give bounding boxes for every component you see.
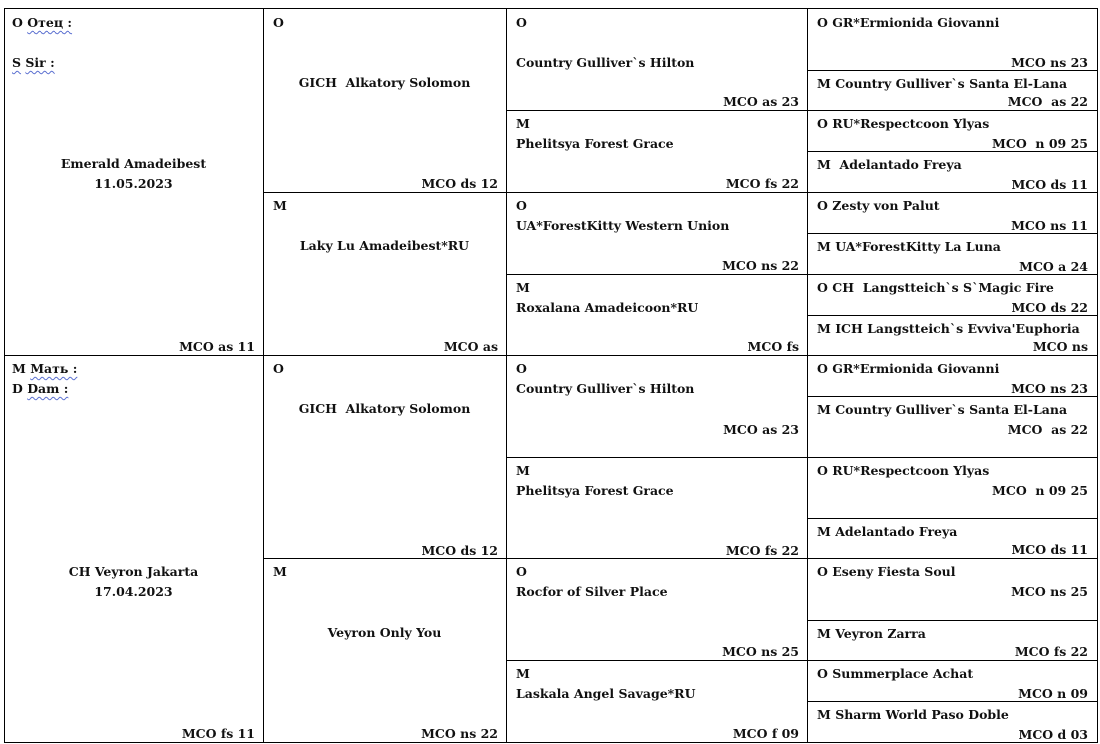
- gen3-cell: [506, 8, 807, 110]
- dam-en-label: D Dam :: [12, 381, 69, 396]
- breed-code: MCO ns 23: [1011, 381, 1088, 396]
- dam-cell: [4, 355, 263, 742]
- gen4-cell: [807, 396, 1097, 457]
- breed-code: MCO ns 25: [1011, 584, 1088, 599]
- dam-father-cell: [263, 355, 506, 558]
- breed-code: MCO ns 25: [722, 644, 799, 659]
- sire-breed-code: MCO as 11: [179, 339, 255, 354]
- breed-code: MCO ds 11: [1011, 542, 1088, 557]
- gen4-cell: [807, 70, 1097, 110]
- breed-code: MCO as 22: [1007, 94, 1088, 109]
- animal-name: Rocfor of Silver Place: [516, 584, 668, 599]
- animal-name: M Veyron Zarra: [817, 626, 926, 641]
- breed-code: MCO as 23: [723, 422, 799, 437]
- gen4-cell: [807, 355, 1097, 396]
- sire-mother-cell: [263, 192, 506, 355]
- breed-code: MCO f 09: [732, 726, 799, 741]
- breed-code: MCO n 09: [1018, 686, 1088, 701]
- gen3-cell: [506, 355, 807, 457]
- sex-marker: O: [273, 361, 284, 376]
- gen4-cell: [807, 192, 1097, 233]
- animal-name: O RU*Respectcoon Ylyas: [817, 463, 990, 478]
- animal-name: M Adelantado Freya: [817, 524, 958, 539]
- sex-marker: M: [273, 564, 287, 579]
- sex-marker: M: [516, 666, 530, 681]
- animal-name: M Adelantado Freya: [817, 157, 962, 172]
- breed-code: MCO fs 22: [725, 543, 799, 558]
- sex-marker: M: [516, 280, 530, 295]
- gen4-cell: [807, 660, 1097, 701]
- gen4-cell: [807, 233, 1097, 274]
- animal-name: Country Gulliver`s Hilton: [516, 55, 695, 70]
- breed-code: MCO ns 22: [722, 258, 799, 273]
- sire-father-cell: [263, 8, 506, 192]
- animal-name: M Country Gulliver`s Santa El-Lana: [817, 402, 1068, 417]
- gen3-cell: [506, 457, 807, 558]
- gen3-cell: [506, 660, 807, 742]
- right-border: [1097, 8, 1098, 743]
- gen4-cell: [807, 151, 1097, 192]
- gen3-cell: [506, 192, 807, 274]
- gen4-cell: [807, 8, 1097, 70]
- animal-name: M ICH Langstteich`s Evviva'Euphoria: [817, 321, 1080, 336]
- breed-code: MCO ds 12: [421, 543, 498, 558]
- breed-code: MCO ns: [1032, 339, 1088, 354]
- animal-name: Roxalana Amadeicoon*RU: [516, 300, 699, 315]
- breed-code: MCO ds 11: [1011, 177, 1088, 192]
- animal-name: O Eseny Fiesta Soul: [817, 564, 956, 579]
- sire-en-label: S Sir :: [12, 55, 55, 70]
- animal-name: O RU*Respectcoon Ylyas: [817, 116, 990, 131]
- dam-name: CH Veyron Jakarta: [68, 564, 199, 579]
- sex-marker: O: [516, 15, 527, 30]
- dam-mother-cell: [263, 558, 506, 742]
- dam-label: M Мать :: [12, 361, 78, 376]
- breed-code: MCO a 24: [1019, 259, 1088, 274]
- breed-code: MCO as 23: [723, 94, 799, 109]
- sire-birth-date: 11.05.2023: [94, 176, 173, 191]
- breed-code: MCO fs 22: [725, 176, 799, 191]
- sire-cell: [4, 8, 263, 355]
- animal-name: Laskala Angel Savage*RU: [516, 686, 696, 701]
- gen4-cell: [807, 315, 1097, 355]
- gen3-cell: [506, 274, 807, 355]
- breed-code: MCO n 09 25: [992, 483, 1088, 498]
- breed-code: MCO n 09 25: [992, 136, 1088, 151]
- dam-breed-code: MCO fs 11: [181, 726, 255, 741]
- animal-name: GICH Alkatory Solomon: [298, 401, 471, 416]
- animal-name: UA*ForestKitty Western Union: [516, 218, 730, 233]
- sex-marker: M: [516, 116, 530, 131]
- bottom-border: [4, 742, 1098, 743]
- sex-marker: O: [516, 361, 527, 376]
- animal-name: Laky Lu Amadeibest*RU: [299, 238, 470, 253]
- sex-marker: O: [516, 564, 527, 579]
- dam-birth-date: 17.04.2023: [94, 584, 173, 599]
- gen4-cell: [807, 274, 1097, 315]
- animal-name: M UA*ForestKitty La Luna: [817, 239, 1001, 254]
- gen4-cell: [807, 558, 1097, 620]
- gen4-cell: [807, 110, 1097, 151]
- gen3-cell: [506, 110, 807, 192]
- sire-label: О Отец :: [12, 15, 73, 30]
- animal-name: M Country Gulliver`s Santa El-Lana: [817, 76, 1068, 91]
- animal-name: GICH Alkatory Solomon: [298, 75, 471, 90]
- animal-name: O CH Langstteich`s S`Magic Fire: [817, 280, 1054, 295]
- animal-name: Phelitsya Forest Grace: [516, 483, 674, 498]
- gen4-cell: [807, 518, 1097, 558]
- breed-code: MCO ns 23: [1011, 55, 1088, 70]
- breed-code: MCO as 22: [1007, 422, 1088, 437]
- sex-marker: O: [273, 15, 284, 30]
- gen3-cell: [506, 558, 807, 660]
- breed-code: MCO ds 22: [1011, 300, 1088, 315]
- animal-name: Phelitsya Forest Grace: [516, 136, 674, 151]
- sire-name: Emerald Amadeibest: [60, 156, 207, 171]
- animal-name: O GR*Ermionida Giovanni: [817, 15, 1000, 30]
- sex-marker: M: [516, 463, 530, 478]
- gen4-cell: [807, 620, 1097, 660]
- sex-marker: M: [273, 198, 287, 213]
- breed-code: MCO fs: [747, 339, 799, 354]
- animal-name: Country Gulliver`s Hilton: [516, 381, 695, 396]
- breed-code: MCO fs 22: [1014, 644, 1088, 659]
- breed-code: MCO ns 22: [421, 726, 498, 741]
- breed-code: MCO ds 12: [421, 176, 498, 191]
- animal-name: Veyron Only You: [327, 625, 442, 640]
- gen4-cell: [807, 701, 1097, 742]
- breed-code: MCO d 03: [1018, 727, 1088, 742]
- breed-code: MCO as: [443, 339, 498, 354]
- sex-marker: O: [516, 198, 527, 213]
- animal-name: O GR*Ermionida Giovanni: [817, 361, 1000, 376]
- breed-code: MCO ns 11: [1011, 218, 1088, 233]
- animal-name: O Summerplace Achat: [817, 666, 974, 681]
- gen4-cell: [807, 457, 1097, 518]
- animal-name: M Sharm World Paso Doble: [817, 707, 1009, 722]
- animal-name: O Zesty von Palut: [817, 198, 940, 213]
